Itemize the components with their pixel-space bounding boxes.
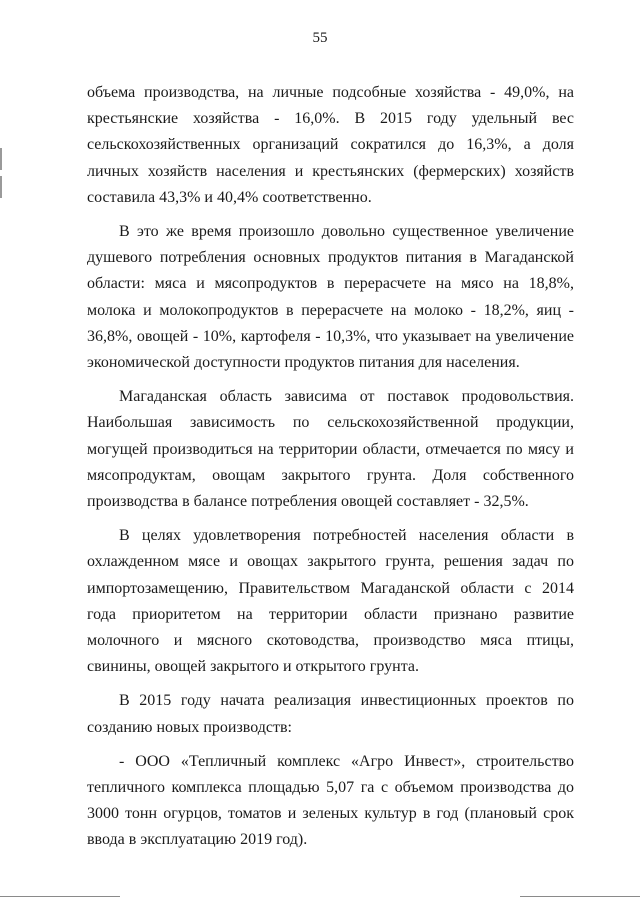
document-body <box>87 80 574 862</box>
paragraph: В целях удовлетворения потребностей населения области в охлажденном мясе и овощах закрытого грунта, решения задач по импортозамещению, Правительством Магаданской области с 2014 года приоритетом на территории области признано развитие молочного и мясного скотоводства, производство мяса птицы, свинины, овощей закрытого и открытого грунта. <box>87 527 574 676</box>
paragraph: В 2015 году начата реализация инвестиционных проектов по созданию новых производств: <box>87 692 574 736</box>
scan-edge-mark <box>0 176 2 198</box>
list-item: - ООО «Тепличный комплекс «Агро Инвест», строительство тепличного комплекса площадью 5,07 га с объемом производства до 3000 тонн огурцов, томатов и зеленых культур в год (плановый срок ввода в эксплуатацию 2019 год). <box>87 752 574 849</box>
paragraph: В это же время произошло довольно существенное увеличение душевого потребления основных продуктов питания в Магаданской области: мяса и мясопродуктов в перерасчете на мясо на 18,8%, молока и молокопродуктов в перерасчете на молоко - 18,2%, яиц - 36,8%, овощей - 10%, картофеля - 10,3%, что указывает на увеличение экономической доступности продуктов питания для населения. <box>87 223 574 372</box>
footnote-divider <box>0 896 120 897</box>
paragraph: Магаданская область зависима от поставок продовольствия. Наибольшая зависимость по сельскохозяйственной продукции, могущей производиться на территории области, отмечается по мясу и мясопродуктам, овощам закрытого грунта. Доля собственного производства в балансе потребления овощей составляет - 32,5%. <box>87 388 574 511</box>
page-number: 55 <box>312 30 328 46</box>
paragraph: объема производства, на личные подсобные хозяйства - 49,0%, на крестьянские хозяйства - 16,0%. В 2015 году удельный вес сельскохозяйственных организаций сократился до 16,3%, а доля личных хозяйств населения и крестьянских (фермерских) хозяйств составила 43,3% и 40,4% соответственно. <box>87 84 574 206</box>
scan-edge-mark <box>0 148 2 170</box>
footnote-divider <box>520 896 640 897</box>
